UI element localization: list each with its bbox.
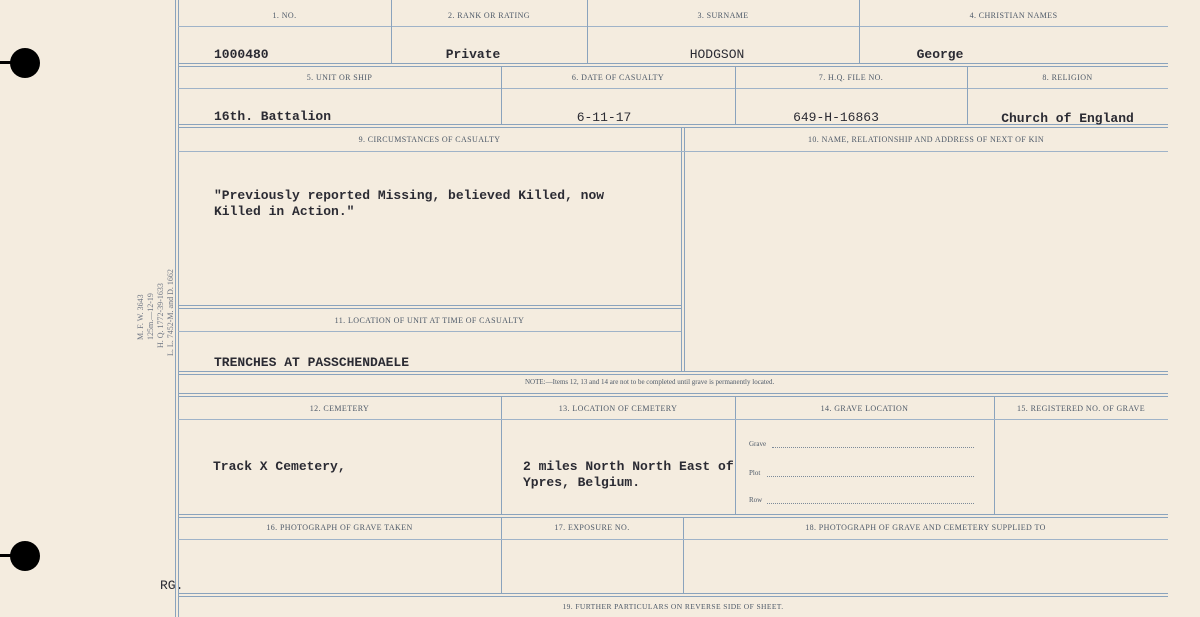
label-location-unit: 11. LOCATION OF UNIT AT TIME OF CASUALTY xyxy=(334,316,525,325)
label-cemetery-location: 13. LOCATION OF CEMETERY xyxy=(558,404,678,413)
row5-div-3 xyxy=(994,396,995,514)
row5-bottom-rule xyxy=(178,514,1168,518)
label-next-of-kin: 10. NAME, RELATIONSHIP AND ADDRESS OF NEXT OF KIN xyxy=(807,135,1045,144)
row1-bottom-rule xyxy=(178,63,1168,67)
value-cemetery-location: 2 miles North North East of Ypres, Belgium. xyxy=(523,459,734,490)
row-field-label: Row xyxy=(749,496,763,504)
row6-bottom-rule xyxy=(178,593,1168,597)
row3-label-rule xyxy=(178,151,1168,152)
side-code-2: 125m.—12-19 xyxy=(146,293,155,340)
value-rank: Private xyxy=(445,47,501,62)
row4-label-rule xyxy=(178,331,681,332)
label-cemetery: 12. CEMETERY xyxy=(309,404,370,413)
label-religion: 8. RELIGION xyxy=(1042,73,1093,82)
side-code-3: H. Q. 1772-39-1633 xyxy=(156,283,165,348)
label-christian-names: 4. CHRISTIAN NAMES xyxy=(969,11,1058,20)
label-file: 7. H.Q. FILE NO. xyxy=(818,73,884,82)
label-photo-taken: 16. PHOTOGRAPH OF GRAVE TAKEN xyxy=(266,523,413,532)
value-unit: 16th. Battalion xyxy=(214,109,332,124)
label-rank: 2. RANK OR RATING xyxy=(448,11,530,20)
row4-top-rule xyxy=(178,305,681,309)
footer-mark: RG. xyxy=(160,578,184,593)
label-date: 6. DATE OF CASUALTY xyxy=(571,73,665,82)
value-date: 6-11-17 xyxy=(576,110,632,125)
value-surname: HODGSON xyxy=(689,47,745,62)
row6-label-rule xyxy=(178,539,1168,540)
value-circumstances: "Previously reported Missing, believed Killed, now Killed in Action." xyxy=(214,188,605,219)
label-circumstances: 9. CIRCUMSTANCES OF CASUALTY xyxy=(358,135,501,144)
row2-label-rule xyxy=(178,88,1168,89)
row5-top-rule xyxy=(178,393,1168,397)
value-no: 1000480 xyxy=(214,47,269,62)
value-cemetery: Track X Cemetery, xyxy=(213,459,346,474)
row5-div-1 xyxy=(501,396,502,514)
row4-bottom-rule xyxy=(178,371,1168,375)
punch-slit-bottom xyxy=(0,554,22,557)
plot-field-label: Plot xyxy=(749,469,761,477)
label-surname: 3. SURNAME xyxy=(697,11,749,20)
label-further-particulars: 19. FURTHER PARTICULARS ON REVERSE SIDE OF SHEET. xyxy=(562,602,784,611)
label-photo-supplied: 18. PHOTOGRAPH OF GRAVE AND CEMETERY SUPPLIED TO xyxy=(805,523,1046,532)
value-christian-names: George xyxy=(916,47,964,62)
label-unit: 5. UNIT OR SHIP xyxy=(306,73,373,82)
label-registered-no: 15. REGISTERED NO. OF GRAVE xyxy=(1017,404,1145,413)
row3-center-rule xyxy=(681,127,685,371)
row1-label-rule xyxy=(178,26,1168,27)
grave-field-line xyxy=(772,447,974,448)
row-field-line xyxy=(767,503,974,504)
label-no: 1. NO. xyxy=(272,11,297,20)
note-items: NOTE:—Items 12, 13 and 14 are not to be completed until grave is permanently located. xyxy=(525,378,775,386)
side-code-1: M. F. W. 3643 xyxy=(136,294,145,340)
punch-slit-top xyxy=(0,61,22,64)
row5-label-rule xyxy=(178,419,1168,420)
value-file: 649-H-16863 xyxy=(793,110,879,125)
grave-field-label: Grave xyxy=(749,440,767,448)
label-grave-location: 14. GRAVE LOCATION xyxy=(820,404,909,413)
value-religion: Church of England xyxy=(1001,111,1134,126)
side-code-4: L. L. 7452-M. and D. 1662 xyxy=(166,269,175,356)
value-location-unit: TRENCHES AT PASSCHENDAELE xyxy=(214,355,410,370)
plot-field-line xyxy=(767,476,974,477)
row5-div-2 xyxy=(735,396,736,514)
label-exposure: 17. EXPOSURE NO. xyxy=(554,523,630,532)
